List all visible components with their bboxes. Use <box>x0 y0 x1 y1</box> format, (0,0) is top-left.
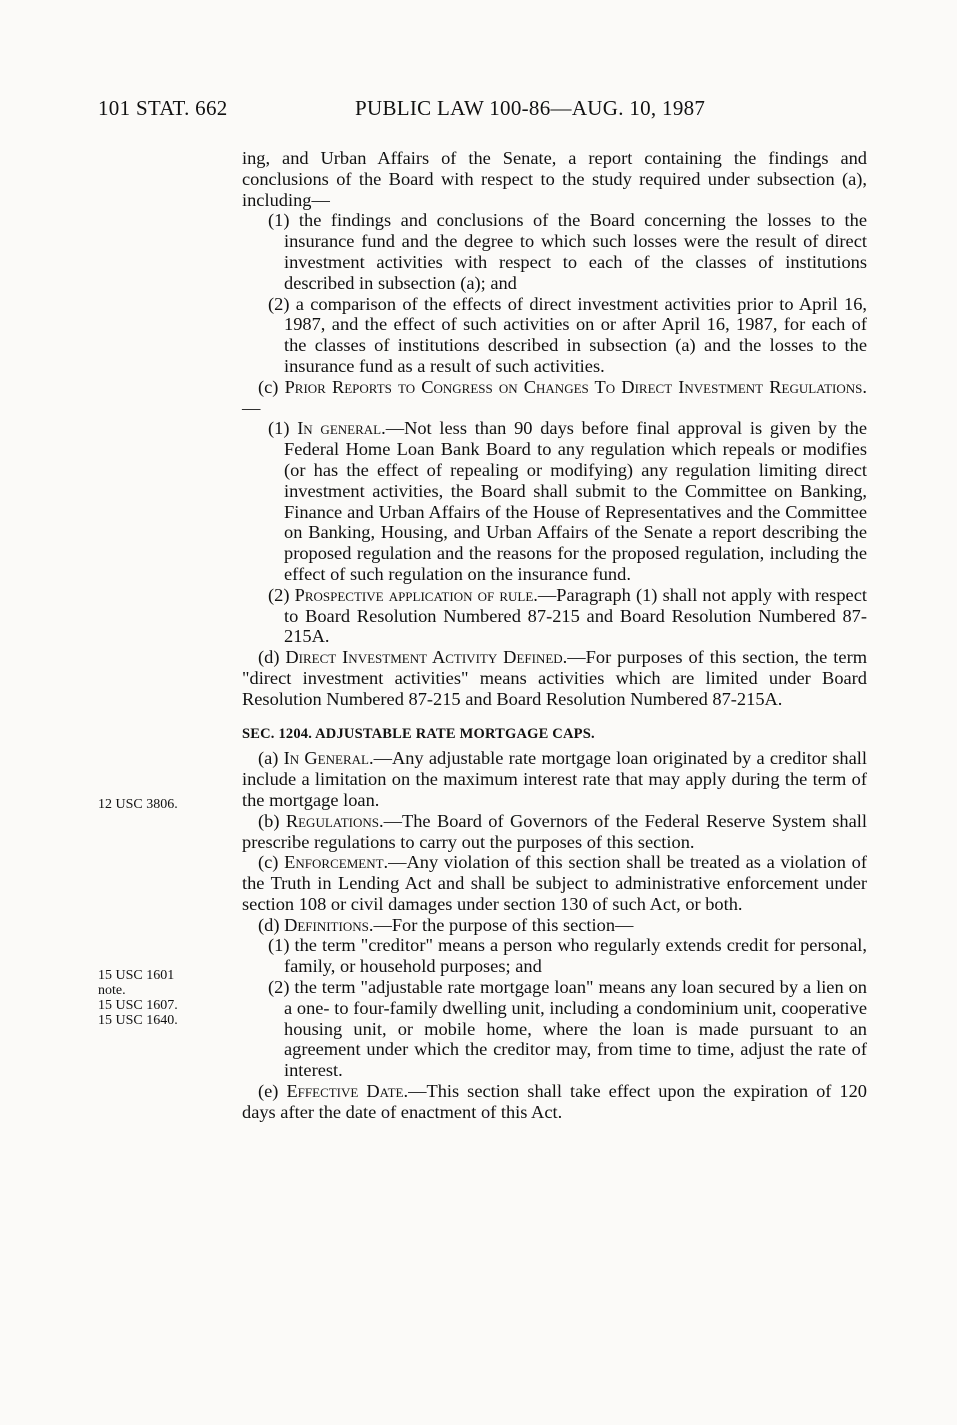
subsection-title: Direct Investment Activity Defined. <box>285 647 568 668</box>
paragraph-label: (1) <box>268 418 290 439</box>
paragraph-text: —Not less than 90 days before final approval is given by the Federal Home Loan Bank Board to any regulation which repeals or modifies (or has the effect of repealing or modifying) any regulation limiting direct investment activities, the Board shall submit to the Committee on Banking, Finance and Urban Affairs of the House of Representatives and the Committee on Banking, Housing, and Urban Affairs of the Senate a report describing the proposed regulation and the reasons for the proposed regulation, including the effect of such regulation on the insurance fund. <box>284 418 867 584</box>
section-1204-d <box>242 915 867 936</box>
margin-note-line: 15 USC 1601 <box>98 968 175 983</box>
subsection-title: Enforcement. <box>284 852 389 873</box>
margin-note-15-usc <box>98 968 178 1028</box>
subsection-label: (c) <box>258 376 279 397</box>
margin-note-line: 15 USC 1640. <box>98 1013 178 1028</box>
subsection-text: —The Board of Governors of the Federal Reserve System shall prescribe regulations to carry out the purposes of this section. <box>242 810 867 852</box>
section-1204-c <box>242 852 867 914</box>
subsection-label: (e) <box>258 1081 279 1102</box>
subsection-c-heading <box>242 377 867 419</box>
subsection-label: (a) <box>258 748 279 769</box>
subsection-title: Regulations. <box>285 810 384 831</box>
section-1204-e <box>242 1081 867 1123</box>
subsection-title: Definitions. <box>284 914 374 935</box>
subsection-label: (d) <box>258 914 280 935</box>
section-1204-b <box>242 811 867 853</box>
subsection-text: —Any violation of this section shall be treated as a violation of the Truth in Lending Act and shall be subject to administrative enforcement under section 108 or civil damages under section 130 of such Act, or both. <box>242 852 867 914</box>
section-1204-a <box>242 748 867 810</box>
definition-creditor: (1) the term "creditor" means a person who regularly extends credit for personal, family, or household purposes; and <box>268 935 867 977</box>
subsection-label: (d) <box>258 647 280 668</box>
margin-note-12-usc-3806: 12 USC 3806. <box>98 797 178 812</box>
paragraph-text: —Paragraph (1) shall not apply with respect to Board Resolution Numbered 87-215 and Board Resolution Numbered 87-215A. <box>284 584 867 647</box>
subsection-text: —This section shall take effect upon the expiration of 120 days after the date of enactment of this Act. <box>242 1081 867 1122</box>
subsection-text: —For the purpose of this section— <box>373 914 634 935</box>
paragraph-heading: Prospective application of rule. <box>294 584 538 605</box>
definition-arm-loan: (2) the term "adjustable rate mortgage loan" means any loan secured by a lien on a one- to four-family dwelling unit, including a condominium unit, cooperative housing unit, or mobile home, where the loan is made pursuant to an agreement under which the creditor may, from time to time, adjust the rate of interest. <box>268 977 867 1081</box>
paragraph-continuation: ing, and Urban Affairs of the Senate, a report containing the findings and conclusions of the Board with respect to the study required under subsection (a), including— <box>242 148 867 210</box>
subsection-label: (c) <box>258 852 279 873</box>
paragraph-c2 <box>242 585 867 647</box>
paragraph-b2: (2) a comparison of the effects of direct investment activities prior to April 16, 1987, and the effect of such activities on or after April 16, 1987, for each of the classes of institutions described in subsection (a) and the losses to the insurance fund as a result of such activities. <box>268 293 867 376</box>
section-1204-heading: SEC. 1204. ADJUSTABLE RATE MORTGAGE CAPS. <box>242 725 595 742</box>
page-title: PUBLIC LAW 100-86—AUG. 10, 1987 <box>355 96 706 120</box>
statute-citation: 101 STAT. 662 <box>98 96 228 120</box>
margin-note-line: note. <box>98 983 126 998</box>
subsection-title: Effective Date. <box>286 1081 409 1102</box>
subsection-text: —For purposes of this section, the term "direct investment activities" means activities which are limited under Board Resolution Numbered 87-215 and Board Resolution Numbered 87-215A. <box>242 647 867 709</box>
document-body <box>242 148 867 1123</box>
paragraph-b1: (1) the findings and conclusions of the Board concerning the losses to the insurance fund and the degree to which such losses were the result of direct investment activities with respect to each of the classes of institutions described in subsection (a); and <box>268 210 867 293</box>
margin-note-line: 15 USC 1607. <box>98 998 178 1013</box>
subsection-title: Prior Reports to Congress on Changes To Direct Investment Regulations.— <box>242 376 867 418</box>
subsection-text: —Any adjustable rate mortgage loan originated by a creditor shall include a limitation on the maximum interest rate that may apply during the term of the mortgage loan. <box>242 748 867 810</box>
paragraph-heading: In general. <box>297 418 386 439</box>
paragraph-label: (2) <box>268 584 290 605</box>
subsection-d <box>242 647 867 709</box>
paragraph-c1 <box>242 418 867 584</box>
subsection-title: In General. <box>283 748 374 769</box>
subsection-label: (b) <box>258 810 280 831</box>
